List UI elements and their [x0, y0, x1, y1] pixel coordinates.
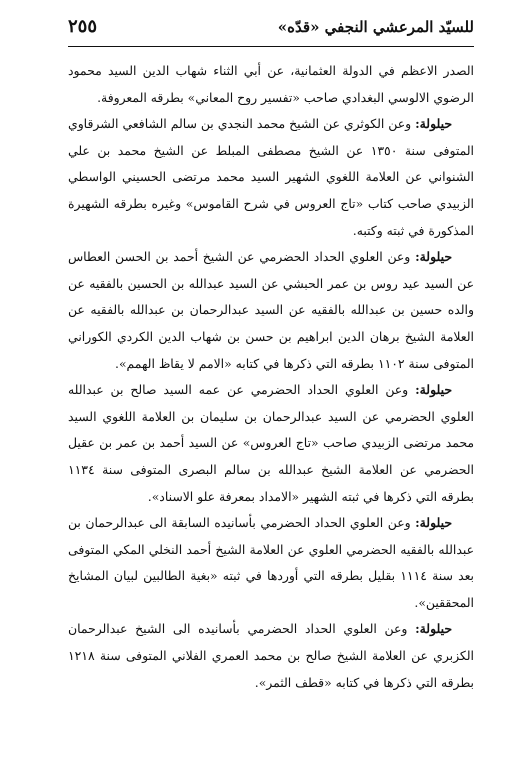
paragraph-text: وعن العلوي الحداد الحضرمي بأسانيده الى الشيخ عبدالرحمان الكزبري عن العلامة الشيخ صالح بن محمد العمري الفلاني المتوفى سنة ١٢١٨ بطرقه التي ذكرها في كتابه «قطف الثمر». [68, 621, 474, 690]
running-title: للسيّد المرعشي النجفي «قدّه» [277, 18, 474, 36]
page-number: ٢٥٥ [68, 16, 98, 37]
paragraph-text: وعن العلوي الحداد الحضرمي بأسانيده السابقة الى عبدالرحمان بن عبدالله بالفقيه الحضرمي العلوي عن العلامة الشيخ أحمد النخلي المكي المتوفى بعد سنة ١١١٤ بقليل بطرقه التي أوردها في ثبته «بغية الطالبين لبيان المشايخ المحققين». [68, 515, 474, 610]
paragraph-lead: حيلولة: [415, 116, 452, 132]
paragraph [68, 377, 474, 510]
paragraph-lead: حيلولة: [415, 249, 452, 265]
paragraph [68, 510, 474, 616]
paragraph [68, 111, 474, 244]
paragraph-text: الصدر الاعظم في الدولة العثمانية، عن أبي الثناء شهاب الدين السيد محمود الرضوي الالوسي البغدادي صاحب «تفسير روح المعاني» بطرقه المعروفة. [68, 63, 474, 105]
paragraph-text: وعن الكوثري عن الشيخ محمد النجدي بن سالم الشافعي الشرقاوي المتوفى سنة ١٣٥٠ عن الشيخ مصطفى المبلط عن الشيخ محمد بن علي الشنواني عن العلامة اللغوي الشهير السيد محمد مرتضى الحسيني الواسطي الزبيدي صاحب كتاب «تاج العروس في شرح القاموس» وغيره بطرقه الشهيرة المذكورة في ثبته وكتبه. [68, 116, 474, 238]
paragraph [68, 244, 474, 377]
header-rule [68, 46, 474, 47]
paragraph [68, 616, 474, 696]
page-body [68, 58, 474, 696]
running-header [68, 12, 474, 42]
paragraph [68, 58, 474, 111]
paragraph-text: وعن العلوي الحداد الحضرمي عن الشيخ أحمد بن الحسن العطاس عن السيد عيد روس بن عمر الحبشي عن السيد عبدالله بن الحسين بالفقيه عن والده حسين بن عبدالله بالفقيه عن السيد عبدالرحمان بن عبدالله بالفقيه عن العلامة الشيخ برهان الدين ابراهيم بن حسن بن شهاب الدين الكردي الكوراني المتوفى سنة ١١٠٢ بطرقه التي ذكرها في كتابه «الامم لا يقاظ الهمم». [68, 249, 474, 371]
paragraph-lead: حيلولة: [415, 515, 452, 531]
paragraph-lead: حيلولة: [415, 621, 452, 637]
paragraph-lead: حيلولة: [415, 382, 452, 398]
paragraph-text: وعن العلوي الحداد الحضرمي عن عمه السيد صالح بن عبدالله العلوي الحضرمي عن السيد عبدالرحمان بن سليمان بن العلامة اللغوي السيد محمد مرتضى الزبيدي صاحب «تاج العروس» عن السيد أحمد بن عمر بن عقيل الحضرمي عن العلامة الشيخ عبدالله بن سالم البصرى المتوفى سنة ١١٣٤ بطرقه التي ذكرها في ثبته الشهير «الامداد بمعرفة علو الاسناد». [68, 382, 474, 504]
